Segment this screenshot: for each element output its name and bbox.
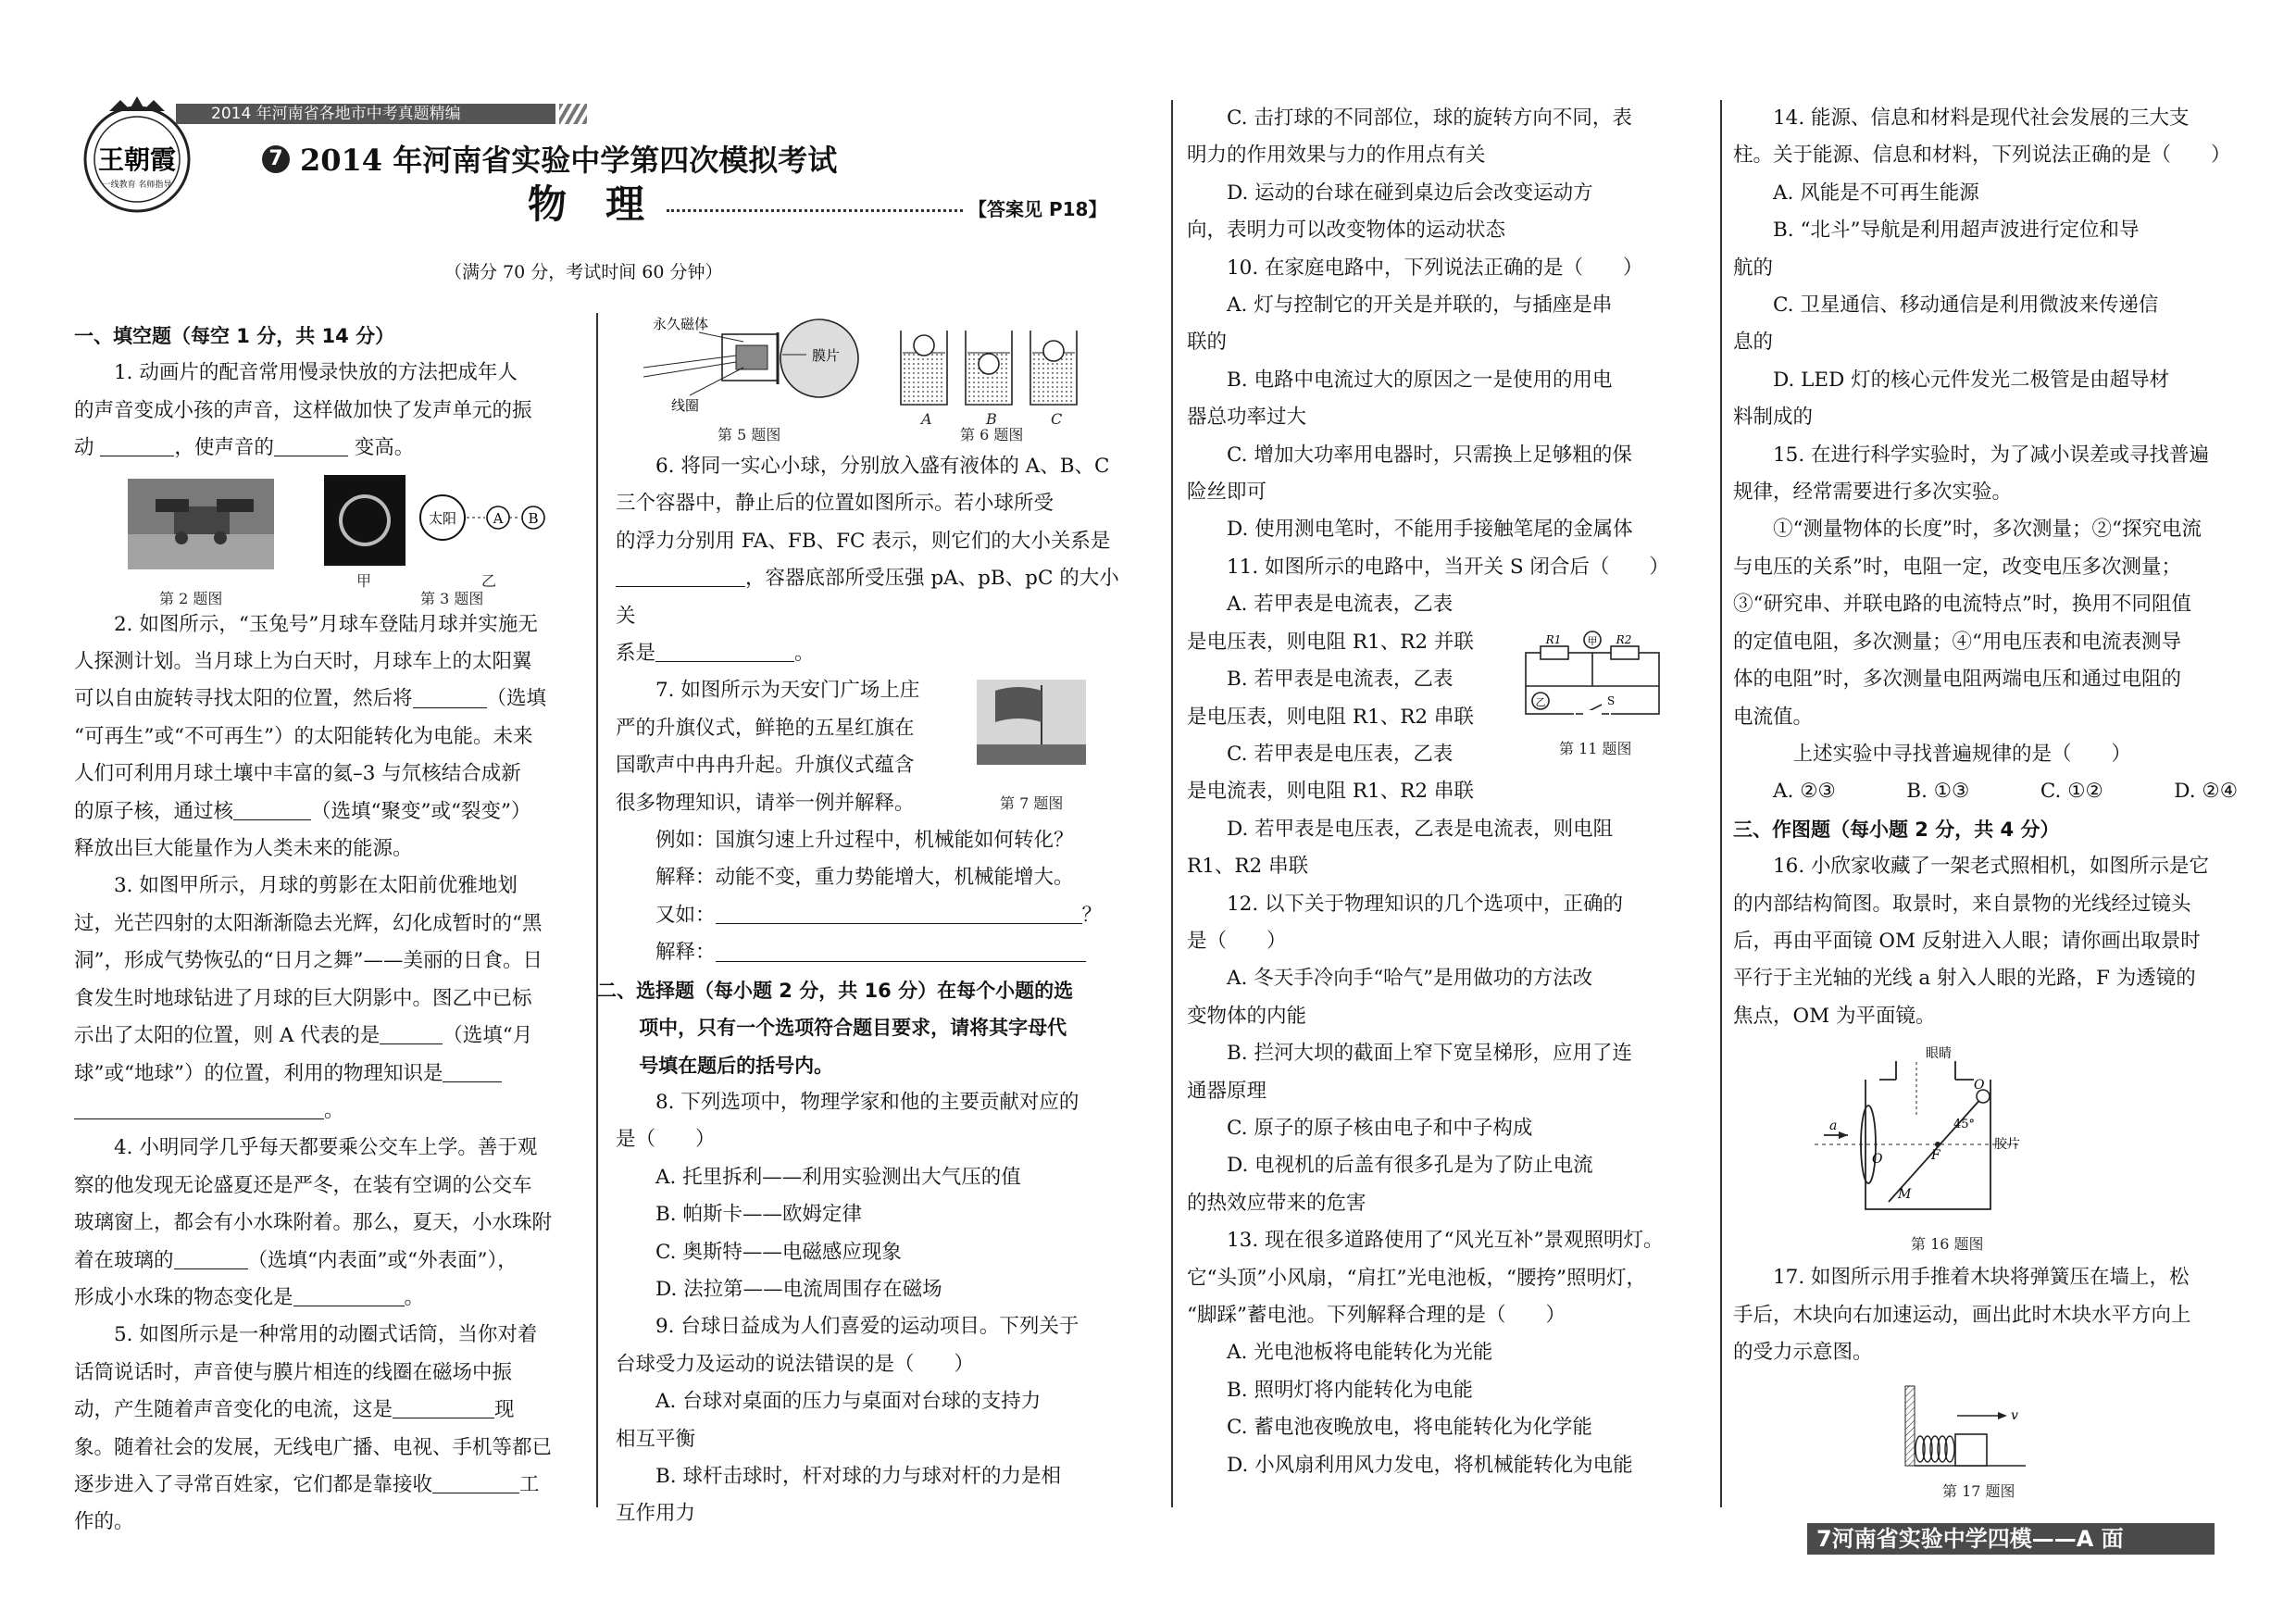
point-o-lens: O bbox=[1872, 1152, 1883, 1168]
q14-option-d: 料制成的 bbox=[1733, 406, 1814, 430]
exam-title: 2014 年河南省实验中学第四次模拟考试 bbox=[300, 143, 838, 178]
fig16-block bbox=[1733, 1035, 2238, 1259]
answer-line bbox=[716, 903, 1082, 925]
q14-option-b: B. “北斗”导航是利用超声波进行定位和导 bbox=[1773, 219, 2140, 243]
q2-line: 2. 如图所示，“玉兔号”月球车登陆月球并实施无 bbox=[114, 612, 538, 636]
exam-number-badge bbox=[262, 145, 290, 173]
column-3 bbox=[1187, 100, 1696, 1484]
section-1-heading: 一、填空题（每空 1 分，共 14 分） bbox=[74, 325, 395, 347]
q9-option-b: B. 球杆击球时，杆对球的力与球对杆的力是相 bbox=[655, 1464, 1061, 1488]
meter-jia-label: 甲 bbox=[1587, 635, 1598, 648]
logo-ring-text: 一线教育 名师指导 bbox=[102, 181, 172, 190]
q12-option-d: D. 电视机的后盖有很多孔是为了防止电流 bbox=[1227, 1154, 1593, 1178]
q6-line: 系是 。 bbox=[616, 642, 815, 666]
q15-line: ①“测量物体的长度”时，多次测量；②“探究电流 bbox=[1773, 518, 2202, 542]
q11-block bbox=[1187, 586, 1696, 810]
fig17-caption: 第 17 题图 bbox=[1942, 1482, 2015, 1501]
q10-option-c: 险丝即可 bbox=[1187, 481, 1267, 505]
fig17-block bbox=[1733, 1371, 2238, 1501]
answer-blank bbox=[100, 435, 174, 457]
fig2-caption: 第 2 题图 bbox=[159, 589, 223, 607]
q10-stem: 10. 在家庭电路中，下列说法正确的是（ ） bbox=[1227, 256, 1643, 280]
q6-line: 的浮力分别用 FA、FB、FC 表示，则它们的大小关系是 bbox=[616, 529, 1111, 553]
column-2 bbox=[597, 316, 1120, 1533]
q12-option-a: 变物体的内能 bbox=[1187, 1004, 1307, 1028]
q11-option-d: D. 若甲表是电压表，乙表是电流表，则电阻 bbox=[1227, 817, 1614, 841]
q15-line: 体的电阻”时，多次测量电阻两端电压和通过电阻的 bbox=[1733, 668, 2181, 692]
fig5-caption: 第 5 题图 bbox=[718, 426, 781, 444]
fig11-caption: 第 11 题图 bbox=[1559, 740, 1632, 758]
q16-line: 16. 小欣家收藏了一架老式照相机，如图所示是它 bbox=[1773, 855, 2210, 879]
logo-text: 王朝霞 bbox=[97, 144, 177, 175]
q13-line: “脚踩”蓄电池。下列解释合理的是（ ） bbox=[1187, 1304, 1566, 1327]
q5-line: 动，产生随着声音变化的电流，这是 现 bbox=[74, 1398, 515, 1422]
q13-option-b: B. 照明灯将内能转化为电能 bbox=[1227, 1378, 1473, 1402]
answer-blank bbox=[432, 1472, 519, 1494]
q14-line: 14. 能源、信息和材料是现代社会发展的三大支 bbox=[1773, 106, 2190, 130]
q8-option-b: B. 帕斯卡——欧姆定律 bbox=[655, 1203, 862, 1227]
q7-example: 例如：国旗匀速上升过程中，机械能如何转化？ bbox=[655, 829, 1074, 853]
q3-line: 食发生时地球钻进了月球的巨大阴影中。图乙中已标 bbox=[74, 986, 532, 1010]
answer-blank bbox=[74, 1098, 324, 1120]
q1-line: 1. 动画片的配音常用慢录快放的方法把成年人 bbox=[114, 361, 518, 385]
q15-option-d: D. ②④ bbox=[2174, 780, 2238, 804]
velocity-label: v bbox=[2011, 1408, 2018, 1424]
q13-option-a: A. 光电池板将电能转化为光能 bbox=[1227, 1341, 1493, 1365]
q14-option-c: 息的 bbox=[1733, 331, 1774, 355]
q4-line: 察的他发现无论盛夏还是严冬，在装有空调的公交车 bbox=[74, 1173, 532, 1197]
fig16-caption: 第 16 题图 bbox=[1911, 1235, 1984, 1254]
q10-option-a: A. 灯与控制它的开关是并联的，与插座是串 bbox=[1227, 294, 1613, 318]
q15-line: 与电压的关系”时，电阻一定，改变电压多次测量； bbox=[1733, 555, 2181, 579]
q11-option-a: 是电压表，则电阻 R1、R2 并联 bbox=[1187, 630, 1474, 654]
q8-line: 8. 下列选项中，物理学家和他的主要贡献对应的 bbox=[655, 1090, 1079, 1114]
moon-rover-photo bbox=[128, 479, 274, 569]
meter-yi-label: 乙 bbox=[1535, 696, 1546, 709]
exam-meta: （满分 70 分，考试时间 60 分钟） bbox=[444, 262, 723, 282]
eye-label: 眼睛 bbox=[1926, 1046, 1952, 1062]
logo-seal bbox=[72, 94, 202, 215]
q15-option-b: B. ①③ bbox=[1906, 780, 1970, 804]
q5-line: 象。随着社会的发展，无线电广播、电视、手机等都已 bbox=[74, 1435, 553, 1459]
q12-option-b: B. 拦河大坝的截面上窄下宽呈梯形，应用了连 bbox=[1227, 1042, 1632, 1066]
q8-option-a: A. 托里拆利——利用实验测出大气压的值 bbox=[655, 1165, 1021, 1189]
q10-option-c: C. 增加大功率用电器时，只需换上足够粗的保 bbox=[1227, 443, 1632, 467]
section-2-heading: 号填在题后的括号内。 bbox=[639, 1054, 834, 1077]
answer-blank bbox=[413, 686, 487, 708]
q9-option-c: C. 击打球的不同部位，球的旋转方向不同，表 bbox=[1227, 106, 1632, 130]
flag-raising-photo bbox=[977, 680, 1086, 765]
q17-line: 手后，木块向右加速运动，画出此时木块水平方向上 bbox=[1733, 1303, 2191, 1327]
label-b: B bbox=[528, 509, 539, 527]
fig3-jia-label: 甲 bbox=[356, 571, 372, 590]
q5-line: 作的。 bbox=[74, 1510, 134, 1534]
q3-line: 洞”，形成气势恢弘的“日月之舞”——美丽的日食。日 bbox=[74, 949, 543, 973]
q11-option-c: C. 若甲表是电压表，乙表 bbox=[1227, 742, 1454, 766]
eclipse-photo bbox=[324, 475, 406, 566]
banner-slashes bbox=[559, 104, 587, 124]
point-m: M bbox=[1898, 1187, 1912, 1203]
q16-line: 平行于主光轴的光线 a 射入人眼的光路，F 为透镜的 bbox=[1733, 967, 2196, 991]
q7-explain: 解释：动能不变，重力势能增大，机械能增大。 bbox=[655, 866, 1074, 890]
q8-line: 是（ ） bbox=[616, 1128, 716, 1152]
answer-blank bbox=[174, 1247, 248, 1269]
answer-blank bbox=[380, 1023, 443, 1045]
q2-line: 释放出巨大能量作为人类未来的能源。 bbox=[74, 837, 413, 861]
fig6-label-a: A bbox=[921, 410, 932, 428]
q7-block bbox=[616, 672, 1120, 822]
q12-option-a: A. 冬天手冷向手“哈气”是用做功的方法改 bbox=[1227, 967, 1593, 991]
answer-blank bbox=[616, 566, 745, 588]
q10-option-d: D. 使用测电笔时，不能用手接触笔尾的金属体 bbox=[1227, 518, 1633, 542]
q16-line: 焦点，OM 为平面镜。 bbox=[1733, 1004, 1936, 1028]
fig2-fig3-row bbox=[74, 468, 565, 606]
fig3-yi-label: 乙 bbox=[481, 571, 497, 590]
q9-option-a: A. 台球对桌面的压力与桌面对台球的支持力 bbox=[655, 1390, 1042, 1414]
q4-line: 4. 小明同学几乎每天都要乘公交车上学。善于观 bbox=[114, 1136, 538, 1160]
answer-blank bbox=[443, 1060, 502, 1082]
q10-option-a: 联的 bbox=[1187, 331, 1228, 355]
series-label: 2014 年河南省各地市中考真题精编 bbox=[211, 105, 461, 123]
q15-line: 15. 在进行科学实验时，为了减小误差或寻找普遍 bbox=[1773, 443, 2210, 467]
q1-line: 动 ，使声音的 变高。 bbox=[74, 436, 415, 460]
section-2-heading: 项中，只有一个选项符合题目要求，请将其字母代 bbox=[639, 1017, 1067, 1040]
q15-line: 规律，经常需要进行多次实验。 bbox=[1733, 481, 2013, 505]
answer-blank bbox=[393, 1397, 494, 1419]
q12-line: 是（ ） bbox=[1187, 929, 1287, 953]
q7-line: 国歌声中冉冉升起。升旗仪式蕴含 bbox=[616, 754, 915, 778]
q8-option-c: C. 奥斯特——电磁感应现象 bbox=[655, 1240, 902, 1264]
q11-stem: 11. 如图所示的电路中，当开关 S 闭合后（ ） bbox=[1227, 555, 1669, 579]
q7-line: 很多物理知识，请举一例并解释。 bbox=[616, 791, 915, 815]
q3-line: 示出了太阳的位置，则 A 代表的是 （选填“月 bbox=[74, 1024, 533, 1048]
spring-block-diagram bbox=[1900, 1382, 2029, 1475]
q15-line: 电流值。 bbox=[1733, 705, 1814, 729]
answer-line bbox=[716, 940, 1086, 962]
column-divider-3 bbox=[1720, 100, 1722, 1507]
microphone-diagram bbox=[634, 314, 875, 416]
q15-line: ③“研究串、并联电路的电流特点”时，换用不同阻值 bbox=[1733, 593, 2191, 617]
q4-line: 着在玻璃的 （选填“内表面”或“外表面”）， bbox=[74, 1248, 518, 1272]
q10-option-b: B. 电路中电流过大的原因之一是使用的用电 bbox=[1227, 368, 1613, 392]
fig7-caption: 第 7 题图 bbox=[1000, 794, 1064, 813]
r1-label: R1 bbox=[1545, 633, 1562, 647]
fig5-fig6-captions bbox=[616, 426, 1120, 448]
q13-option-d: D. 小风扇利用风力发电，将机械能转化为电能 bbox=[1227, 1453, 1633, 1477]
column-divider-1 bbox=[596, 313, 598, 1507]
fig3-caption: 第 3 题图 bbox=[420, 589, 484, 607]
section-2-heading: 二、选择题（每小题 2 分，共 16 分）在每个小题的选 bbox=[597, 979, 1074, 1002]
q6-line: ，容器底部所受压强 pA、pB、pC 的大小关 bbox=[616, 567, 1119, 628]
camera-diagram bbox=[1815, 1043, 2028, 1228]
q7-line: 严的升旗仪式，鲜艳的五星红旗在 bbox=[616, 716, 915, 740]
q13-line: 它“头顶”小风扇，“肩扛”光电池板，“腰挎”照明灯， bbox=[1187, 1266, 1646, 1290]
q15-option-a: A. ②③ bbox=[1773, 780, 1836, 804]
q13-line: 13. 现在很多道路使用了“风光互补”景观照明灯。 bbox=[1227, 1229, 1664, 1253]
q12-option-c: C. 原子的原子核由电子和中子构成 bbox=[1227, 1116, 1533, 1140]
q6-line: 三个容器中，静止后的位置如图所示。若小球所受 bbox=[616, 492, 1054, 516]
column-4 bbox=[1733, 100, 2238, 1501]
label-a: A bbox=[493, 509, 504, 527]
q12-option-d: 的热效应带来的危害 bbox=[1187, 1191, 1366, 1215]
q4-line: 形成小水珠的物态变化是 。 bbox=[74, 1285, 425, 1309]
q2-line: 人们可利用月球土壤中丰富的氦–3 与氘核结合成新 bbox=[74, 762, 521, 786]
subject-title: 物 理 bbox=[528, 181, 645, 227]
q7-another: 又如： ？ bbox=[655, 903, 1103, 927]
q17-line: 的受力示意图。 bbox=[1733, 1340, 1873, 1364]
q15-line: 上述实验中寻找普遍规律的是（ ） bbox=[1792, 742, 2132, 766]
exam-number: 7 bbox=[268, 147, 283, 170]
q7-line: 7. 如图所示为天安门广场上庄 bbox=[655, 679, 920, 703]
angle-label: 45° bbox=[1953, 1118, 1976, 1132]
q5-line: 逐步进入了寻常百姓家，它们都是靠接收 工 bbox=[74, 1472, 540, 1496]
answer-reference: 【答案见 P18】 bbox=[963, 194, 1106, 221]
q15-options bbox=[1733, 773, 2238, 810]
q3-line: 3. 如图甲所示，月球的剪影在太阳前优雅地划 bbox=[114, 874, 518, 898]
q2-line: “可再生”或“不可再生”）的太阳能转化为电能。未来 bbox=[74, 724, 533, 748]
q2-line: 人探测计划。当月球上为白天时，月球车上的太阳翼 bbox=[74, 650, 532, 674]
point-f: F bbox=[1931, 1148, 1940, 1164]
q8-option-d: D. 法拉第——电流周围存在磁场 bbox=[655, 1277, 942, 1301]
q9-option-a: 相互平衡 bbox=[616, 1427, 696, 1451]
q17-line: 17. 如图所示用手推着木块将弹簧压在墙上，松 bbox=[1773, 1266, 2190, 1290]
magnet-label: 永久磁体 bbox=[653, 316, 709, 332]
film-label: 胶片 bbox=[1994, 1137, 2020, 1153]
point-o-top: O bbox=[1974, 1078, 1985, 1093]
q9-option-d: 向，表明力可以改变物体的运动状态 bbox=[1187, 219, 1506, 243]
q9-option-b: 互作用力 bbox=[616, 1502, 696, 1526]
coil-label: 线圈 bbox=[671, 397, 700, 414]
answer-blank bbox=[233, 798, 311, 820]
q12-line: 12. 以下关于物理知识的几个选项中，正确的 bbox=[1227, 892, 1624, 916]
fig6-label-c: C bbox=[1051, 410, 1063, 428]
answer-blank bbox=[274, 435, 348, 457]
q11-option-c: 是电流表，则电阻 R1、R2 串联 bbox=[1187, 780, 1474, 804]
q15-option-c: C. ①② bbox=[2040, 780, 2103, 804]
q10-option-b: 器总功率过大 bbox=[1187, 406, 1307, 430]
fig6-caption: 第 6 题图 bbox=[960, 426, 1024, 444]
r2-label: R2 bbox=[1616, 633, 1632, 647]
q14-option-b: 航的 bbox=[1733, 256, 1774, 280]
q9-option-d: D. 运动的台球在碰到桌边后会改变运动方 bbox=[1227, 181, 1593, 205]
answer-blank bbox=[293, 1285, 405, 1307]
switch-label: S bbox=[1607, 694, 1616, 708]
q5-line: 5. 如图所示是一种常用的动圈式话筒，当你对着 bbox=[114, 1323, 538, 1347]
ray-a-label: a bbox=[1829, 1118, 1838, 1134]
column-divider-2 bbox=[1171, 100, 1173, 1507]
q14-line: 柱。关于能源、信息和材料，下列说法正确的是（ ） bbox=[1733, 144, 2231, 168]
q11-option-a: A. 若甲表是电流表，乙表 bbox=[1227, 593, 1454, 617]
q2-line: 可以自由旋转寻找太阳的位置，然后将 （选填 bbox=[74, 687, 547, 711]
sun-label: 太阳 bbox=[428, 509, 457, 527]
circuit-diagram bbox=[1518, 631, 1666, 723]
q16-line: 的内部结构简图。取景时，来自景物的光线经过镜头 bbox=[1733, 892, 2191, 916]
film-label: 膜片 bbox=[812, 347, 841, 364]
q9-line: 台球受力及运动的说法错误的是（ ） bbox=[616, 1352, 975, 1376]
q11-option-d: R1、R2 串联 bbox=[1187, 855, 1309, 879]
column-1 bbox=[74, 318, 565, 1542]
q4-line: 玻璃窗上，都会有小水珠附着。那么，夏天，小水珠附 bbox=[74, 1211, 553, 1235]
q16-line: 后，再由平面镜 OM 反射进入人眼；请你画出取景时 bbox=[1733, 929, 2201, 953]
q14-option-a: A. 风能是不可再生能源 bbox=[1773, 181, 1979, 205]
q14-option-d: D. LED 灯的核心元件发光二极管是由超导材 bbox=[1773, 368, 2170, 392]
answer-blank bbox=[655, 641, 794, 663]
q1-line: 的声音变成小孩的声音，这样做加快了发声单元的振 bbox=[74, 398, 532, 422]
sun-diagram bbox=[418, 490, 557, 545]
q12-option-b: 通器原理 bbox=[1187, 1079, 1267, 1103]
q11-option-b: B. 若甲表是电流表，乙表 bbox=[1227, 668, 1454, 692]
q6-line: 6. 将同一实心小球，分别放入盛有液体的 A、B、C bbox=[655, 455, 1110, 478]
beakers-diagram bbox=[893, 325, 1088, 408]
fig5-fig6-row bbox=[616, 314, 1120, 430]
q3-line: 。 bbox=[74, 1093, 565, 1130]
q9-option-c: 明力的作用效果与力的作用点有关 bbox=[1187, 144, 1486, 168]
section-3-heading: 三、作图题（每小题 2 分，共 4 分） bbox=[1733, 818, 2060, 841]
q11-option-b: 是电压表，则电阻 R1、R2 串联 bbox=[1187, 705, 1474, 729]
q13-option-c: C. 蓄电池夜晚放电，将电能转化为化学能 bbox=[1227, 1416, 1592, 1440]
q2-line: 的原子核，通过核 （选填“聚变”或“裂变”） bbox=[74, 799, 531, 823]
fig6-label-b: B bbox=[986, 410, 997, 428]
q7-another-explain: 解释： bbox=[616, 934, 1120, 971]
q5-line: 话筒说话时，声音使与膜片相连的线圈在磁场中振 bbox=[74, 1360, 513, 1384]
q14-option-c: C. 卫星通信、移动通信是利用微波来传递信 bbox=[1773, 294, 2159, 318]
q3-line: 球”或“地球”）的位置，利用的物理知识是 bbox=[74, 1056, 565, 1093]
q15-line: 的定值电阻，多次测量；④“用电压表和电流表测导 bbox=[1733, 630, 2181, 654]
q3-line: 过，光芒四射的太阳渐渐隐去光辉，幻化成暂时的“黑 bbox=[74, 911, 543, 935]
footer-label: 7河南省实验中学四模——A 面 bbox=[1816, 1526, 2124, 1552]
q9-line: 9. 台球日益成为人们喜爱的运动项目。下列关于 bbox=[655, 1315, 1079, 1339]
